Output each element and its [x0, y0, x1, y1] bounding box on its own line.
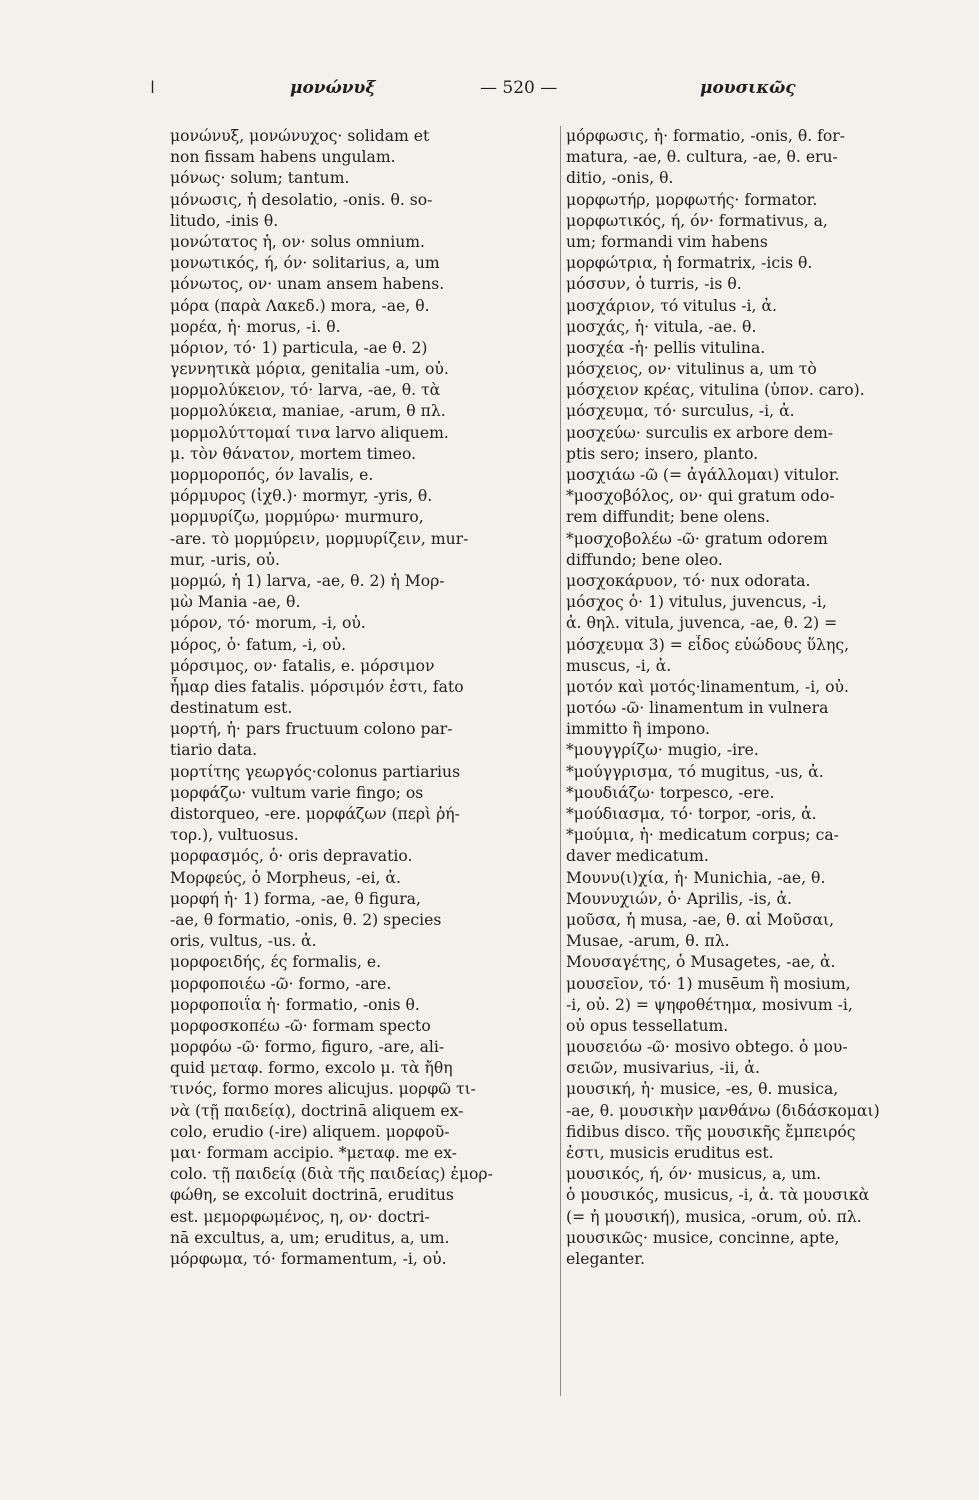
header-right-guide-word: μουσικῶς: [700, 78, 796, 98]
dictionary-line: ἀ. θηλ. vitula, juvenca, -ae, θ. 2) =: [566, 614, 838, 633]
right-column: [566, 126, 964, 1270]
dictionary-line: litudo, -inis θ.: [170, 211, 279, 230]
page-number: — 520 —: [480, 78, 558, 98]
dictionary-line: -are. τὸ μορμύρειν, μορμυρίζειν, mur-: [170, 529, 469, 548]
dictionary-line: μόρον, τό· morum, -i, οὐ.: [170, 614, 366, 633]
dictionary-line: μορμοροπός, όν lavalis, e.: [170, 466, 374, 484]
page-header: [0, 78, 979, 108]
dictionary-line: μόσχειον κρέας, vitulina (ὑπον. caro).: [566, 381, 865, 400]
dictionary-line: τορ.), vultuosus.: [170, 826, 299, 845]
dictionary-line: mur, -uris, οὐ.: [170, 550, 280, 569]
dictionary-line: μορτίτης γεωργός·colonus partiarius: [170, 762, 461, 781]
dictionary-line: immitto ἢ impono.: [566, 720, 710, 739]
dictionary-line: Μουσαγέτης, ὁ Musagetes, -ae, ἀ.: [566, 953, 836, 972]
dictionary-line: σειῶν, musivarius, -ii, ἀ.: [566, 1059, 760, 1078]
dictionary-line: fidibus disco. τῆς μουσικῆς ἔμπειρός: [566, 1122, 856, 1141]
dictionary-line: μαι· formam accipio. *μεταφ. me ex-: [170, 1144, 457, 1162]
dictionary-line: μονώτατος ἡ, ον· solus omnium.: [170, 232, 425, 251]
dictionary-line: ptis sero; insero, planto.: [566, 444, 759, 463]
dictionary-line: μορμολύκειον, τό· larva, -ae, θ. τὰ: [170, 381, 441, 400]
dictionary-line: quid μεταφ. formo, excolo μ. τὰ ἤθη: [170, 1059, 453, 1078]
dictionary-line: Musae, -arum, θ. πλ.: [566, 932, 730, 951]
dictionary-line: μόσχευμα 3) = εἶδος εὐώδους ὕλης,: [566, 635, 850, 654]
dictionary-line: Μουνυχιών, ὁ· Aprilis, -is, ἀ.: [566, 889, 793, 908]
dictionary-line: μόρμυρος (ἰχθ.)· mormyr, -yris, θ.: [170, 487, 433, 506]
dictionary-line: *μοσχοβολέω -ῶ· gratum odorem: [566, 529, 828, 548]
dictionary-line: μονωτικός, ή, όν· solitarius, a, um: [170, 254, 440, 273]
dictionary-line: μορμολύττομαί τινα larvo aliquem.: [170, 423, 449, 442]
dictionary-line: μοσχιάω -ῶ (= ἀγάλλομαι) vitulor.: [566, 466, 840, 484]
dictionary-line: Μορφεύς, ὁ Morpheus, -ei, ἀ.: [170, 868, 401, 887]
dictionary-line: matura, -ae, θ. cultura, -ae, θ. eru-: [566, 148, 838, 167]
dictionary-line: μοσχέα -ἡ· pellis vitulina.: [566, 338, 766, 357]
dictionary-line: μόρφωσις, ἡ· formatio, -onis, θ. for-: [566, 127, 846, 145]
dictionary-line: -ae, θ formatio, -onis, θ. 2) species: [170, 910, 442, 929]
dictionary-line: diffundo; bene oleo.: [566, 550, 723, 569]
dictionary-line: ἐστι, musicis eruditus est.: [566, 1144, 774, 1162]
dictionary-line: non fissam habens ungulam.: [170, 148, 396, 167]
dictionary-line: μορμυρίζω, μορμύρω· murmuro,: [170, 508, 424, 527]
dictionary-line: μορφώτρια, ἡ formatrix, -icis θ.: [566, 254, 813, 273]
dictionary-line: μοσχάριον, τό vitulus -i, ἀ.: [566, 296, 777, 315]
dictionary-line: μὼ Mania -ae, θ.: [170, 593, 301, 612]
dictionary-line: μόνωσις, ἡ desolatio, -onis. θ. so-: [170, 190, 433, 209]
dictionary-line: ditio, -onis, θ.: [566, 169, 674, 188]
dictionary-line: *μουδιάζω· torpesco, -ere.: [566, 783, 775, 802]
dictionary-line: μ. τὸν θάνατον, mortem timeo.: [170, 444, 417, 463]
column-divider: [560, 126, 561, 1396]
dictionary-line: μουσεῖον, τό· 1) musēum ἢ mosium,: [566, 974, 851, 993]
dictionary-line: μορέα, ἡ· morus, -i. θ.: [170, 317, 341, 336]
margin-mark: ǀ: [150, 78, 156, 98]
dictionary-line: μορμολύκεια, maniae, -arum, θ πλ.: [170, 402, 446, 421]
left-column: [170, 126, 560, 1270]
dictionary-line: tiario data.: [170, 741, 258, 760]
dictionary-line: μουσικῶς· musice, concinne, apte,: [566, 1228, 840, 1247]
dictionary-line: *μούγγρισμα, τό mugitus, -us, ἀ.: [566, 762, 824, 781]
dictionary-line: μόνωτος, ον· unam ansem habens.: [170, 275, 445, 294]
dictionary-line: μόσσυν, ὁ turris, -is θ.: [566, 275, 742, 294]
dictionary-line: οὐ opus tessellatum.: [566, 1016, 729, 1035]
dictionary-line: μουσικός, ή, όν· musicus, a, um.: [566, 1165, 822, 1184]
dictionary-line: μορφασμός, ὁ· oris depravatio.: [170, 847, 413, 866]
dictionary-line: μονώνυξ, μονώνυχος· solidam et: [170, 127, 430, 145]
dictionary-line: um; formandi vim habens: [566, 232, 768, 251]
dictionary-line: μόνως· solum; tantum.: [170, 169, 350, 188]
dictionary-line: daver medicatum.: [566, 847, 709, 866]
dictionary-line: eleganter.: [566, 1249, 645, 1268]
dictionary-line: oris, vultus, -us. ἀ.: [170, 932, 317, 951]
dictionary-line: distorqueo, -ere. μορφάζων (περὶ ῥή-: [170, 805, 460, 823]
dictionary-line: Μουνυ(ι)χία, ἡ· Munichia, -ae, θ.: [566, 868, 826, 887]
dictionary-line: μορφωτήρ, μορφωτής· formator.: [566, 190, 818, 209]
dictionary-line: μορφή ἡ· 1) forma, -ae, θ figura,: [170, 889, 421, 908]
dictionary-line: μουσική, ἡ· musice, -es, θ. musica,: [566, 1080, 839, 1099]
dictionary-line: colo. τῇ παιδείᾳ (διὰ τῆς παιδείας) ἐμορ-: [170, 1165, 493, 1184]
dictionary-line: μορφάζω· vultum varie fingo; os: [170, 783, 424, 802]
dictionary-line: μορφωτικός, ή, όν· formativus, a,: [566, 211, 828, 230]
dictionary-line: ἦμαρ dies fatalis. μόρσιμόν ἐστι, fato: [170, 677, 464, 696]
dictionary-line: τινός, formo mores alicujus. μορφῶ τι-: [170, 1080, 476, 1099]
dictionary-line: γεννητικὰ μόρια, genitalia -um, οὐ.: [170, 360, 449, 379]
dictionary-line: nā excultus, a, um; eruditus, a, um.: [170, 1228, 450, 1247]
dictionary-line: μορφοσκοπέω -ῶ· formam specto: [170, 1016, 431, 1035]
dictionary-line: φώθη, se excoluit doctrinā, eruditus: [170, 1186, 454, 1205]
dictionary-line: μορτή, ἡ· pars fructuum colono par-: [170, 720, 453, 739]
dictionary-line: rem diffundit; bene olens.: [566, 508, 771, 527]
dictionary-line: destinatum est.: [170, 699, 293, 718]
dictionary-line: colo, erudio (-ire) aliquem. μορφοῦ-: [170, 1122, 450, 1141]
dictionary-line: *μοσχοβόλος, ον· qui gratum odo-: [566, 487, 835, 506]
dictionary-line: μόρφωμα, τό· formamentum, -i, οὐ.: [170, 1249, 447, 1268]
dictionary-line: μοῦσα, ἡ musa, -ae, θ. αἱ Μοῦσαι,: [566, 910, 835, 929]
dictionary-line: muscus, -i, ἀ.: [566, 656, 672, 675]
dictionary-line: μοτόω -ῶ· linamentum in vulnera: [566, 699, 829, 718]
dictionary-line: μόσχειος, ον· vitulinus a, um τὸ: [566, 360, 817, 379]
dictionary-line: *μούμια, ἡ· medicatum corpus; ca-: [566, 826, 839, 845]
dictionary-line: μόρα (παρὰ Λακεδ.) mora, -ae, θ.: [170, 296, 430, 315]
dictionary-line: μοσχεύω· surculis ex arbore dem-: [566, 423, 834, 442]
dictionary-line: *μούδιασμα, τό· torpor, -oris, ἀ.: [566, 805, 817, 823]
dictionary-line: μοσχοκάρυον, τό· nux odorata.: [566, 571, 811, 590]
dictionary-line: -i, οὐ. 2) = ψηφοθέτημα, mosivum -i,: [566, 995, 853, 1014]
dictionary-line: μορφοποιέω -ῶ· formo, -are.: [170, 974, 392, 993]
header-left-guide-word: μονώνυξ: [290, 78, 376, 98]
dictionary-line: μόσχος ὁ· 1) vitulus, juvencus, -i,: [566, 593, 827, 612]
dictionary-line: (= ἡ μουσική), musica, -orum, οὐ. πλ.: [566, 1207, 862, 1226]
dictionary-line: μόρος, ὁ· fatum, -i, οὐ.: [170, 635, 347, 654]
dictionary-line: μουσειόω -ῶ· mosivo obtego. ὁ μου-: [566, 1038, 848, 1057]
dictionary-line: est. μεμορφωμένος, η, ον· doctri-: [170, 1207, 430, 1226]
dictionary-line: νὰ (τῇ παιδείᾳ), doctrinā aliquem ex-: [170, 1101, 464, 1120]
dictionary-line: μοτόν καὶ μοτός·linamentum, -i, οὐ.: [566, 677, 849, 696]
dictionary-line: μόσχευμα, τό· surculus, -i, ἀ.: [566, 402, 795, 421]
dictionary-line: -ae, θ. μουσικὴν μανθάνω (διδάσκομαι): [566, 1101, 880, 1120]
dictionary-line: μορμώ, ἡ 1) larva, -ae, θ. 2) ἡ Μορ-: [170, 571, 445, 590]
dictionary-line: μοσχάς, ἡ· vitula, -ae. θ.: [566, 317, 757, 336]
dictionary-line: μόριον, τό· 1) particula, -ae θ. 2): [170, 338, 428, 357]
dictionary-line: μορφοποιΐα ἡ· formatio, -onis θ.: [170, 995, 420, 1014]
dictionary-line: μορφόω -ῶ· formo, figuro, -are, ali-: [170, 1038, 445, 1057]
dictionary-line: μόρσιμος, ον· fatalis, e. μόρσιμον: [170, 656, 435, 675]
dictionary-line: μορφοειδής, ές formalis, e.: [170, 953, 382, 972]
dictionary-line: ὁ μουσικός, musicus, -i, ἀ. τὰ μουσικὰ: [566, 1186, 870, 1205]
dictionary-line: *μουγγρίζω· mugio, -ire.: [566, 741, 759, 760]
